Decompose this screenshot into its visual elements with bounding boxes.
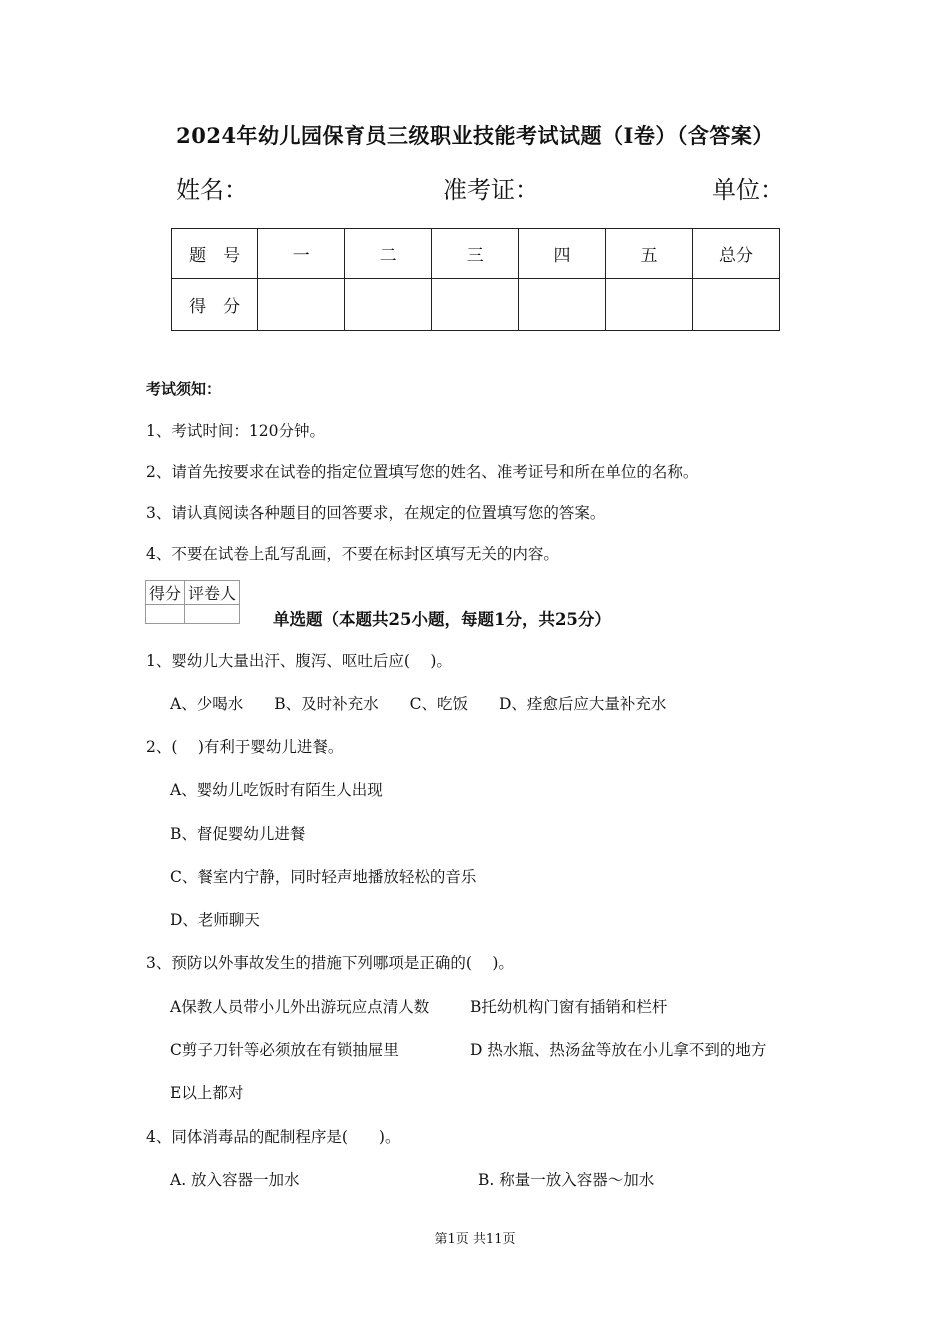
question-stem: 2、( )有利于婴幼儿进餐。: [146, 738, 344, 756]
score-cell[interactable]: [692, 279, 779, 331]
grader-box: [145, 580, 240, 624]
notice-item: 1、考试时间：120分钟。: [146, 422, 325, 440]
score-cell[interactable]: [519, 279, 606, 331]
option-e: E以上都对: [170, 1084, 244, 1102]
score-header-cell: 一: [258, 229, 345, 279]
score-header-cell: 题 号: [172, 229, 258, 279]
score-cell[interactable]: [606, 279, 693, 331]
exam-id-field-label: 准考证：: [443, 176, 539, 204]
score-header-cell: 二: [345, 229, 432, 279]
name-field-label: 姓名：: [176, 176, 248, 204]
option-b: B. 称量一放入容器～加水: [478, 1171, 655, 1189]
notice-title: 考试须知：: [146, 380, 222, 398]
notice-item: 3、请认真阅读各种题目的回答要求，在规定的位置填写您的答案。: [146, 504, 606, 522]
score-table: [171, 228, 780, 331]
option-d: D、老师聊天: [170, 911, 260, 929]
option-d: D 热水瓶、热汤盆等放在小儿拿不到的地方: [470, 1041, 767, 1059]
page-title: 2024年幼儿园保育员三级职业技能考试试题（I卷）（含答案）: [176, 123, 774, 148]
score-table-header-row: [172, 229, 780, 279]
option-a: A保教人员带小儿外出游玩应点清人数: [170, 998, 430, 1016]
grader-name-label: 评卷人: [185, 581, 240, 605]
grader-score-cell[interactable]: [146, 605, 185, 624]
page-footer: 第1页 共11页: [434, 1232, 516, 1247]
score-header-cell: 总分: [692, 229, 779, 279]
unit-field-label: 单位：: [712, 176, 784, 204]
question-stem: 3、预防以外事故发生的措施下列哪项是正确的( )。: [146, 954, 514, 972]
score-table-score-row: [172, 279, 780, 331]
grader-name-cell[interactable]: [185, 605, 240, 624]
option-c: C剪子刀针等必须放在有锁抽屉里: [170, 1041, 399, 1059]
notice-item: 4、不要在试卷上乱写乱画，不要在标封区填写无关的内容。: [146, 545, 559, 563]
score-header-cell: 四: [519, 229, 606, 279]
option-c: C、餐室内宁静，同时轻声地播放轻松的音乐: [170, 868, 477, 886]
option-b: B、督促婴幼儿进餐: [170, 825, 306, 843]
option-a: A、婴幼儿吃饭时有陌生人出现: [170, 781, 383, 799]
question-stem: 4、同体消毒品的配制程序是( )。: [146, 1128, 401, 1146]
notice-item: 2、请首先按要求在试卷的指定位置填写您的姓名、准考证号和所在单位的名称。: [146, 463, 699, 481]
option-b: B托幼机构门窗有插销和栏杆: [470, 998, 668, 1016]
score-cell[interactable]: [258, 279, 345, 331]
score-header-cell: 三: [432, 229, 519, 279]
score-cell[interactable]: [432, 279, 519, 331]
question-options: A、少喝水 B、及时补充水 C、吃饭 D、痊愈后应大量补充水: [170, 695, 667, 713]
question-stem: 1、婴幼儿大量出汗、腹泻、呕吐后应( )。: [146, 652, 452, 670]
option-a: A. 放入容器一加水: [170, 1171, 300, 1189]
section-title: 单选题（本题共25小题，每题1分，共25分）: [273, 610, 611, 629]
grader-score-label: 得分: [146, 581, 185, 605]
score-row-label: 得 分: [172, 279, 258, 331]
score-cell[interactable]: [345, 279, 432, 331]
score-header-cell: 五: [606, 229, 693, 279]
